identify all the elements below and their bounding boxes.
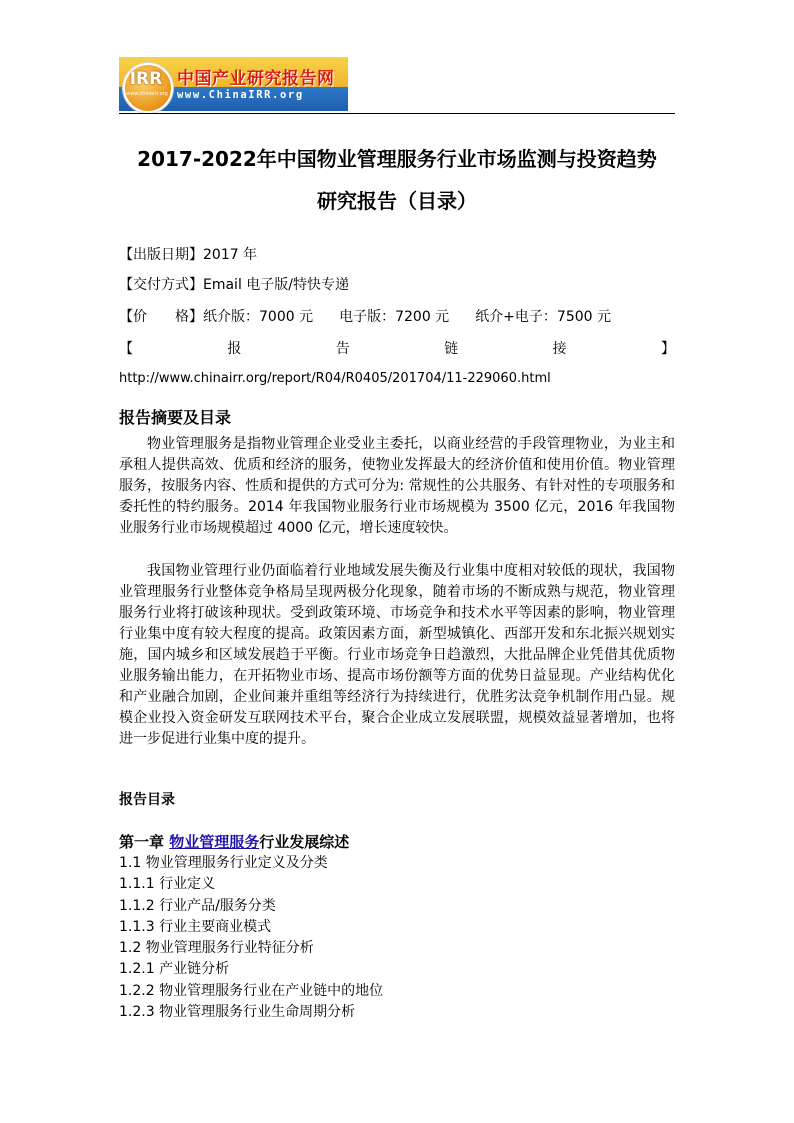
toc-item: 1.1.3 行业主要商业模式 (119, 918, 272, 935)
report-url[interactable]: http://www.chinairr.org/report/R04/R0405/201704/11-229060.html (119, 371, 551, 386)
site-logo (119, 57, 348, 111)
link-label-char: 报 (227, 341, 242, 357)
toc-item: 1.2.3 物业管理服务行业生命周期分析 (119, 1004, 356, 1021)
toc-item: 1.1 物业管理服务行业定义及分类 (119, 855, 328, 871)
link-label-char: 接 (552, 341, 567, 357)
toc-item: 1.2 物业管理服务行业特征分析 (119, 940, 314, 957)
chapter-1-heading (119, 831, 349, 852)
summary-paragraph: 我国物业管理行业仍面临着行业地域发展失衡及行业集中度相对较低的现状，我国物业管理服务行业整体竞争格局呈现两极分化现象，随着市场的不断成熟与规范，物业管理服务行业将打破该种现状。受到政策环境、市场竞争和技术水平等因素的影响，物业管理行业集中度有较大程度的提高。政策因素方面，新型城镇化、西部开发和东北振兴规划实施，国内城乡和区域发展趋于平衡。行业市场竞争日趋激烈，大批品牌企业凭借其优质物业服务输出能力，在开拓物业市场、提高市场份额等方面的优势日益显现。产业结构优化和产业融合加剧，企业间兼并重组等经济行为持续进行，优胜劣汰竞争机制作用凸显。规模企业投入资金研发互联网技术平台，聚合企业成立发展联盟，规模效益显著增加，也将进一步促进行业集中度的提升。 (119, 563, 675, 747)
summary-paragraph: 物业管理服务是指物业管理企业受业主委托，以商业经营的手段管理物业，为业主和承租人提供高效、优质和经济的服务，使物业发挥最大的经济价值和使用价值。物业管理服务，按服务内容、性质和提供的方式可分为: 常规性的公共服务、有针对性的专项服务和委托性的特约服务。2014 年我国物业服务行业市场规模为 3500 亿元，2016 年我国物业服务行业市场规模超过 4000 亿元，增长速度较快。 (119, 436, 675, 536)
logo-badge-url: www.chinairr.org (126, 91, 168, 97)
toc-item: 1.1.1 行业定义 (119, 876, 216, 893)
toc-list (119, 853, 383, 1023)
price-electronic: 电子版：7200 元 (339, 309, 450, 325)
toc-item: 1.2.1 产业链分析 (119, 961, 230, 978)
price-row (119, 306, 611, 326)
toc-item: 1.2.2 物业管理服务行业在产业链中的地位 (119, 982, 384, 999)
toc-heading: 报告目录 (119, 792, 175, 808)
report-link-label (119, 338, 675, 358)
delivery-method: 【交付方式】Email 电子版/特快专递 (119, 277, 350, 293)
publish-date: 【出版日期】2017 年 (119, 247, 258, 263)
chapter-1-keyword-link[interactable]: 物业管理服务 (169, 833, 260, 851)
logo-site-url: www.ChinaIRR.org (177, 89, 304, 101)
report-title-line-1: 2017-2022年中国物业管理服务行业市场监测与投资趋势 (137, 147, 657, 171)
logo-badge-text: IRR (129, 69, 163, 89)
toc-item: 1.1.2 行业产品/服务分类 (119, 897, 276, 914)
chapter-1-suffix: 行业发展综述 (259, 833, 350, 851)
report-title-line-2: 研究报告（目录） (317, 189, 477, 213)
link-label-char: 】 (660, 341, 675, 357)
summary-heading: 报告摘要及目录 (119, 408, 232, 427)
link-label-char: 链 (444, 341, 459, 357)
link-label-char: 告 (335, 341, 350, 357)
link-label-char: 【 (119, 341, 133, 357)
logo-site-name: 中国产业研究报告网 (177, 69, 335, 89)
price-print: 【价 格】纸介版：7000 元 (119, 309, 314, 325)
chapter-1-prefix: 第一章 (119, 833, 170, 851)
price-combo: 纸介+电子：7500 元 (475, 309, 611, 325)
header-divider (119, 113, 675, 114)
